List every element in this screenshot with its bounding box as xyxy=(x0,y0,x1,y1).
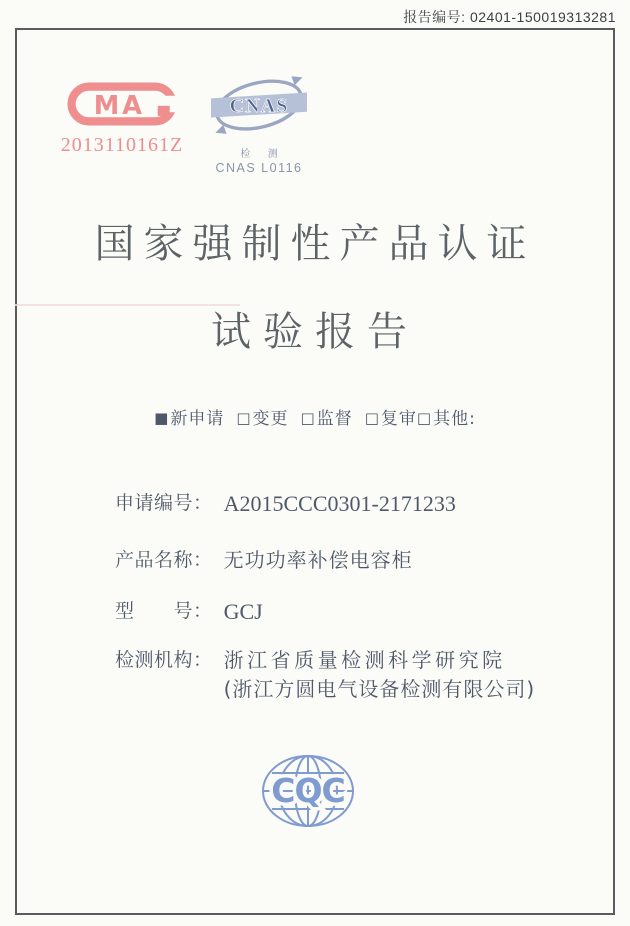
unchecked-checkbox-icon: □ xyxy=(364,409,380,427)
cqc-logo-icon xyxy=(260,752,356,830)
cnas-logo-icon xyxy=(211,72,307,140)
field-value: 无功功率补偿电容柜 xyxy=(223,548,413,572)
unchecked-checkbox-icon: □ xyxy=(300,409,316,427)
unchecked-checkbox-icon: □ xyxy=(236,409,252,427)
unchecked-checkbox-icon: □ xyxy=(416,409,433,427)
field-label: 检测机构： xyxy=(115,649,213,671)
cma-stamp xyxy=(60,82,184,157)
document-title-line1: 国家强制性产品认证 xyxy=(94,221,536,267)
checkbox-label: 复审 xyxy=(380,409,417,429)
checkbox-option-other xyxy=(417,409,476,429)
field-value-line1: 浙江省质量检测科学研究院 xyxy=(223,648,506,672)
field-testing-institution xyxy=(115,646,595,704)
cnas-lab-code: CNAS L0116 xyxy=(215,161,303,175)
field-value-line2: (浙江方圆电气设备检测有限公司) xyxy=(223,677,536,701)
field-label: 申请编号： xyxy=(115,492,213,514)
document-title-line2: 试验报告 xyxy=(211,309,419,355)
checked-checkbox-icon: ■ xyxy=(154,409,170,427)
field-model xyxy=(115,597,595,626)
checkbox-option-new-application xyxy=(154,409,224,429)
checkbox-label: 变更 xyxy=(252,409,289,429)
report-number xyxy=(403,7,616,27)
checkbox-option-change xyxy=(236,409,288,429)
checkbox-label: 新申请 xyxy=(170,409,225,429)
field-label: 型 号： xyxy=(115,600,213,622)
cnas-stamp xyxy=(206,72,312,175)
svg-text:CNAS: CNAS xyxy=(229,94,289,117)
report-number-label: 报告编号: xyxy=(403,9,466,25)
cma-certificate-number: 2013110161Z xyxy=(60,134,184,156)
field-label: 产品名称： xyxy=(115,549,213,571)
application-type-row xyxy=(15,404,615,429)
field-value: GCJ xyxy=(223,599,263,624)
field-value: A2015CCC0301-2171233 xyxy=(223,491,456,516)
checkbox-option-review xyxy=(365,409,417,429)
checkbox-option-supervision xyxy=(301,409,353,429)
svg-text:CQC: CQC xyxy=(271,771,345,810)
field-application-number xyxy=(115,489,595,518)
cnas-subtitle: 检 测 xyxy=(240,149,285,160)
report-number-value: 02401-150019313281 xyxy=(469,9,616,25)
field-product-name xyxy=(115,546,595,575)
svg-text:MA: MA xyxy=(93,91,145,122)
cqc-stamp xyxy=(260,752,356,830)
checkbox-label: 其他: xyxy=(433,409,476,429)
checkbox-label: 监督 xyxy=(316,409,353,429)
cma-logo-icon xyxy=(67,82,177,126)
